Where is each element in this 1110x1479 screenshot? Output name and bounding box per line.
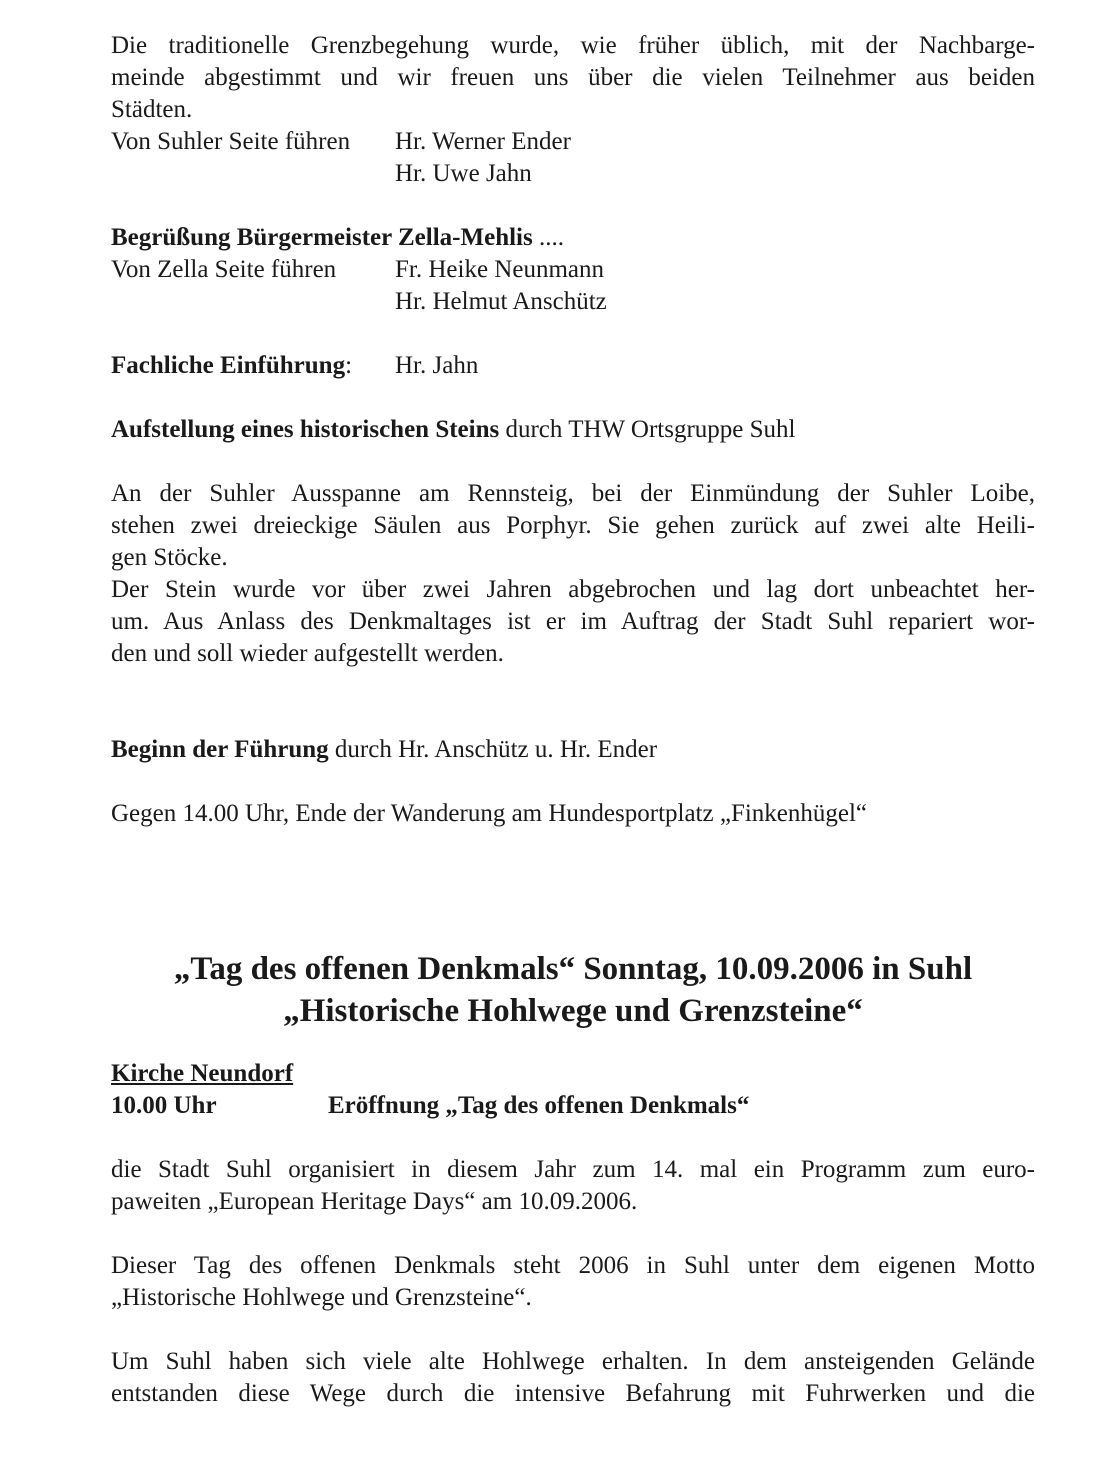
suhl-leaders-row bbox=[111, 158, 1035, 190]
stone-line: um. Aus Anlass des Denkmaltages ist er im Auftrag der Stadt Suhl repariert wor- bbox=[111, 608, 1035, 635]
tour-start-rest: durch Hr. Anschütz u. Hr. Ender bbox=[328, 736, 658, 763]
intro-talk-value: Hr. Jahn bbox=[395, 352, 479, 379]
document-page bbox=[111, 30, 1035, 1410]
stone-heading bbox=[111, 414, 1035, 446]
intro-paragraph bbox=[111, 30, 1035, 126]
suhl-leader-name: Hr. Werner Ender bbox=[395, 128, 571, 155]
program-title-line1: „Tag des offenen Denkmals“ Sonntag, 10.09.2006 in Suhl bbox=[173, 951, 973, 987]
opening-time: 10.00 Uhr bbox=[111, 1092, 217, 1119]
zella-leaders-row bbox=[111, 254, 1035, 286]
stone-line: stehen zwei dreieckige Säulen aus Porphyr. Sie gehen zurück auf zwei alte Heili- bbox=[111, 512, 1035, 539]
paragraph-line: entstanden diese Wege durch die intensive Befahrung mit Fuhrwerken und die bbox=[111, 1380, 1035, 1407]
intro-talk-row: Fachliche Einführung: Hr. Jahn bbox=[111, 350, 1035, 382]
greeting-rest: .... bbox=[532, 224, 564, 251]
zella-leaders-row bbox=[111, 286, 1035, 318]
zella-leader-name: Fr. Heike Neunmann bbox=[395, 256, 604, 283]
tour-start bbox=[111, 734, 1035, 766]
opening-event: Eröffnung „Tag des offenen Denkmals“ bbox=[328, 1092, 750, 1119]
greeting-bold: Begrüßung Bürgermeister Zella-Mehlis bbox=[111, 224, 533, 251]
stone-line: den und soll wieder aufgestellt werden. bbox=[111, 640, 504, 667]
church-heading: Kirche Neundorf bbox=[111, 1060, 294, 1087]
paragraph-line: Um Suhl haben sich viele alte Hohlwege erhalten. In dem ansteigenden Gelände bbox=[111, 1348, 1035, 1375]
stone-rest: durch THW Ortsgruppe Suhl bbox=[499, 416, 796, 443]
intro-line: Städten. bbox=[111, 96, 193, 123]
paragraph-3 bbox=[111, 1346, 1035, 1410]
intro-line: Die traditionelle Grenzbegehung wurde, wie früher üblich, mit der Nachbarge- bbox=[111, 32, 1035, 59]
tour-end: Gegen 14.00 Uhr, Ende der Wanderung am Hundesportplatz „Finkenhügel“ bbox=[111, 800, 868, 827]
paragraph-line: paweiten „European Heritage Days“ am 10.09.2006. bbox=[111, 1188, 638, 1215]
intro-talk-label: Fachliche Einführung bbox=[111, 352, 346, 379]
paragraph-line: Dieser Tag des offenen Denkmals steht 2006 in Suhl unter dem eigenen Motto bbox=[111, 1252, 1035, 1279]
tour-start-bold: Beginn der Führung bbox=[111, 736, 329, 763]
stone-line: An der Suhler Ausspanne am Rennsteig, bei der Einmündung der Suhler Loibe, bbox=[111, 480, 1035, 507]
stone-line: gen Stöcke. bbox=[111, 544, 228, 571]
suhl-leader-name: Hr. Uwe Jahn bbox=[395, 160, 532, 187]
stone-bold: Aufstellung eines historischen Steins bbox=[111, 416, 500, 443]
zella-leader-name: Hr. Helmut Anschütz bbox=[395, 288, 607, 315]
paragraph-line: die Stadt Suhl organisiert in diesem Jahr zum 14. mal ein Programm zum euro- bbox=[111, 1156, 1035, 1183]
suhl-leaders-row bbox=[111, 126, 1035, 158]
stone-paragraph bbox=[111, 478, 1035, 670]
intro-line: meinde abgestimmt und wir freuen uns über die vielen Teilnehmer aus beiden bbox=[111, 64, 1035, 91]
greeting-heading bbox=[111, 222, 1035, 254]
opening-row bbox=[111, 1090, 1035, 1122]
zella-leaders-label: Von Zella Seite führen bbox=[111, 256, 337, 283]
stone-line: Der Stein wurde vor über zwei Jahren abgebrochen und lag dort unbeachtet her- bbox=[111, 576, 1035, 603]
paragraph-1 bbox=[111, 1154, 1035, 1218]
paragraph-2 bbox=[111, 1250, 1035, 1314]
paragraph-line: „Historische Hohlwege und Grenzsteine“. bbox=[111, 1284, 532, 1311]
suhl-leaders-label: Von Suhler Seite führen bbox=[111, 128, 351, 155]
program-title-line2: „Historische Hohlwege und Grenzsteine“ bbox=[283, 993, 863, 1029]
